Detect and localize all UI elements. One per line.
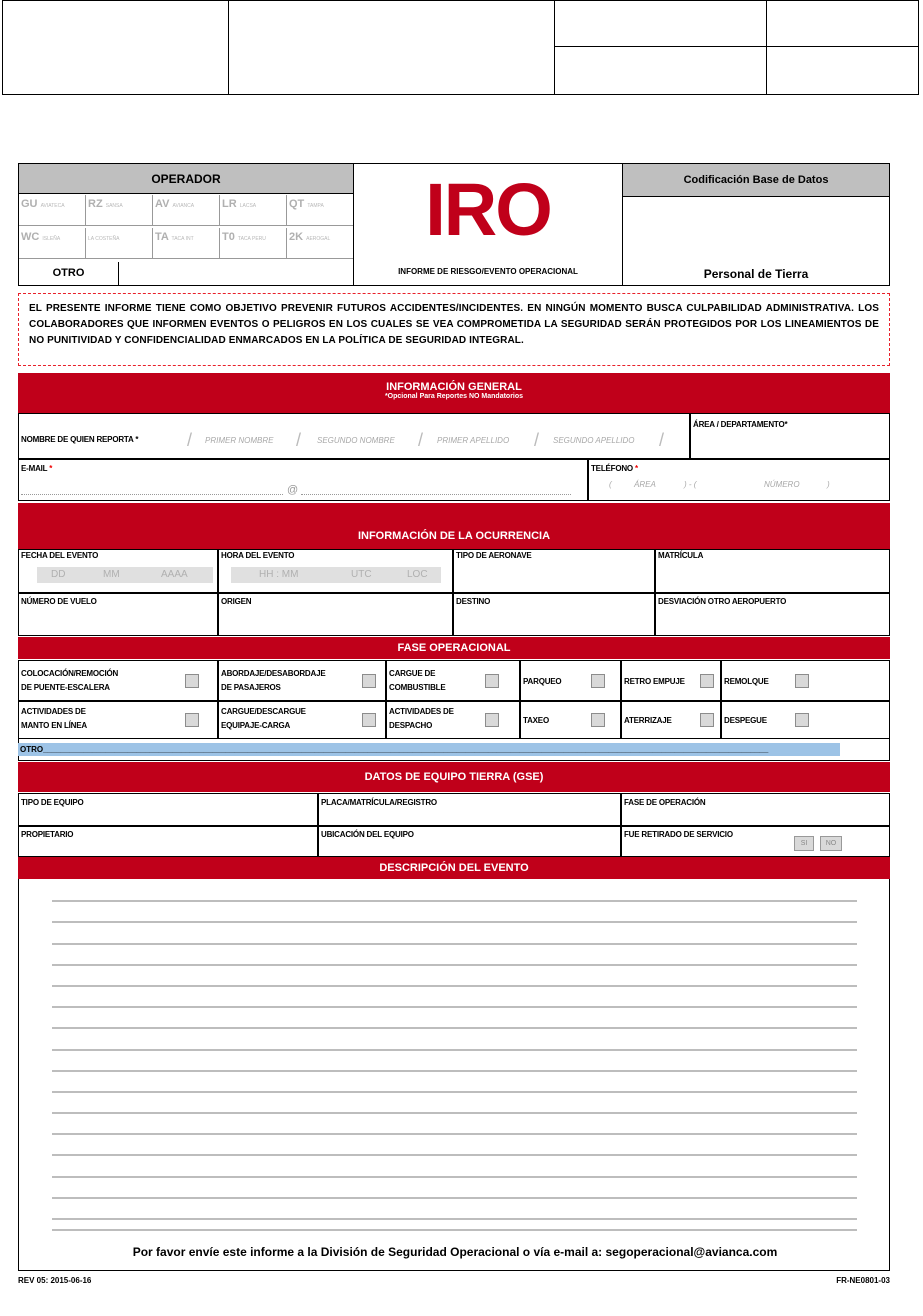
location-label: UBICACIÓN DEL EQUIPO: [321, 830, 414, 839]
occurrence-header: [18, 503, 890, 549]
description-area[interactable]: [18, 879, 890, 1271]
coding-footer: Personal de Tierra: [703, 267, 809, 281]
iro-logo-block: [354, 163, 622, 286]
phase-checkbox[interactable]: [795, 713, 809, 727]
operator-option[interactable]: QT TAMPA: [287, 195, 353, 226]
reporter-name-field[interactable]: NOMBRE DE QUIEN REPORTA * / PRIMER NOMBRE / SEGUNDO NOMBRE / PRIMER APELLIDO / SEGUNDO APELLIDO /: [18, 413, 690, 459]
general-info-title: INFORMACIÓN GENERAL: [386, 381, 522, 393]
description-header: DESCRIPCIÓN DEL EVENTO: [18, 857, 890, 879]
gse-header: DATOS DE EQUIPO TIERRA (GSE): [18, 762, 890, 792]
retired-yes-option[interactable]: SI: [794, 836, 814, 851]
email-at: @: [287, 484, 299, 496]
operator-option[interactable]: 2K AEROGAL: [287, 228, 353, 259]
phase-checkbox[interactable]: [591, 674, 605, 688]
phase-checkbox[interactable]: [700, 713, 714, 727]
phase-checkbox[interactable]: [591, 713, 605, 727]
email-field[interactable]: E-MAIL * @: [18, 459, 588, 501]
phase-other-input[interactable]: OTRO___________________________________________________________________________________________________________________________________________________________________: [18, 743, 840, 756]
phase-option[interactable]: ABORDAJE/DESABORDAJE DE PASAJEROS: [218, 660, 386, 701]
diversion-field[interactable]: [655, 593, 890, 636]
phase-option[interactable]: CARGUE DE COMBUSTIBLE: [386, 660, 520, 701]
plate-label: PLACA/MATRÍCULA/REGISTRO: [321, 798, 437, 807]
phase-checkbox[interactable]: [795, 674, 809, 688]
phase-checkbox[interactable]: [485, 674, 499, 688]
operator-option[interactable]: RZ SANSA: [86, 195, 153, 226]
phase-checkbox[interactable]: [185, 674, 199, 688]
operator-option[interactable]: T0 TACA PERU: [220, 228, 287, 259]
email-label: E-MAIL: [21, 464, 48, 473]
iro-logo: IRO: [425, 168, 551, 251]
phase-checkbox[interactable]: [362, 713, 376, 727]
reporter-label: NOMBRE DE QUIEN REPORTA: [21, 435, 134, 444]
phase-checkbox[interactable]: [700, 674, 714, 688]
occurrence-title: INFORMACIÓN DE LA OCURRENCIA: [357, 530, 551, 542]
operator-other-input[interactable]: [120, 262, 353, 285]
retired-label: FUE RETIRADO DE SERVICIO: [624, 830, 733, 839]
form-code: FR-NE0801-03: [836, 1276, 890, 1285]
operator-option[interactable]: TA TACA INT: [153, 228, 220, 259]
coding-block: [622, 163, 890, 286]
phone-number-placeholder: NÚMERO: [764, 480, 800, 489]
operator-title: OPERADOR: [19, 164, 353, 194]
header-cell-title: [229, 1, 555, 94]
aircraft-type-field[interactable]: [453, 549, 655, 593]
first-name-placeholder: PRIMER NOMBRE: [205, 436, 274, 445]
plate-field[interactable]: [318, 793, 621, 826]
origin-field[interactable]: [218, 593, 453, 636]
date-input[interactable]: DD MM AAAA: [37, 567, 213, 583]
phase-option[interactable]: CARGUE/DESCARGUE EQUIPAJE-CARGA: [218, 701, 386, 739]
operator-option[interactable]: WC ISLEÑA: [19, 228, 86, 259]
equipment-type-label: TIPO DE EQUIPO: [21, 798, 84, 807]
destination-field[interactable]: [453, 593, 655, 636]
phase-checkbox[interactable]: [185, 713, 199, 727]
first-surname-placeholder: PRIMER APELLIDO: [437, 436, 510, 445]
coding-title: Codificación Base de Datos: [623, 164, 889, 197]
confidentiality-notice: EL PRESENTE INFORME TIENE COMO OBJETIVO PREVENIR FUTUROS ACCIDENTES/INCIDENTES. EN NINGÚN MOMENTO BUSCA CULPABILIDAD ADMINISTRATIVA. LOS COLABORADORES QUE INFORMEN EVENTOS O PELIGROS EN LOS CUALES SE VEA COMPROMETIDA LA SEGURIDAD SERÁN PROTEGIDOS POR LOS LINEAMIENTOS DE NO PUNITIVIDAD Y CONFIDENCIALIDAD ENMARCADOS EN LA POLÍTICA DE SEGURIDAD INTEGRAL.: [18, 293, 890, 366]
retired-no-option[interactable]: NO: [820, 836, 842, 851]
send-instructions: Por favor envíe este informe a la División de Seguridad Operacional o vía e-mail a: segoperacional@avianca.com: [132, 1245, 778, 1259]
revision-label: REV 05: 2015-06-16: [18, 1276, 92, 1285]
area-label: ÁREA / DEPARTAMENTO*: [693, 420, 788, 429]
header-cell-code-value: [767, 1, 918, 47]
retired-field: [621, 826, 890, 857]
aircraft-type-label: TIPO DE AERONAVE: [456, 551, 532, 560]
operator-block: [18, 163, 354, 286]
phone-label: TELÉFONO: [591, 464, 633, 473]
second-name-placeholder: SEGUNDO NOMBRE: [317, 436, 395, 445]
flight-number-field[interactable]: [18, 593, 218, 636]
second-surname-placeholder: SEGUNDO APELLIDO: [553, 436, 635, 445]
location-field[interactable]: [318, 826, 621, 857]
phone-field[interactable]: TELÉFONO * ( ÁREA ) - ( NÚMERO ): [588, 459, 890, 501]
owner-field[interactable]: [18, 826, 318, 857]
origin-label: ORIGEN: [221, 597, 252, 606]
general-info-subtitle: *Opcional Para Reportes NO Mandatorios: [384, 393, 524, 400]
phase-option[interactable]: ACTIVIDADES DE MANTO EN LÍNEA: [18, 701, 218, 739]
operator-other-label: OTRO: [19, 262, 119, 285]
time-input[interactable]: HH : MM UTC LOC: [231, 567, 441, 583]
loc-option[interactable]: LOC: [407, 569, 428, 580]
header-cell-version-value: [767, 47, 918, 94]
header-cell-logo: [3, 1, 229, 94]
destination-label: DESTINO: [456, 597, 491, 606]
phase-option[interactable]: REMOLQUE: [721, 660, 890, 701]
operator-option[interactable]: GU AVIATECA: [19, 195, 86, 226]
operator-option[interactable]: AV AVIANCA: [153, 195, 220, 226]
header-cell-version-label: [555, 47, 767, 94]
registration-field[interactable]: [655, 549, 890, 593]
owner-label: PROPIETARIO: [21, 830, 74, 839]
phase-option[interactable]: PARQUEO: [520, 660, 621, 701]
area-field[interactable]: [690, 413, 890, 459]
phase-header: FASE OPERACIONAL: [18, 637, 890, 659]
event-date-field[interactable]: [18, 549, 218, 593]
flight-number-label: NÚMERO DE VUELO: [21, 597, 97, 606]
diversion-label: DESVIACIÓN OTRO AEROPUERTO: [658, 597, 787, 606]
document-header-table: [2, 0, 919, 95]
equipment-type-field[interactable]: [18, 793, 318, 826]
phase-option[interactable]: DESPEGUE: [721, 701, 890, 739]
phase-option[interactable]: TAXEO: [520, 701, 621, 739]
phase-option[interactable]: ACTIVIDADES DE DESPACHO: [386, 701, 520, 739]
general-info-header: [18, 373, 890, 413]
phase-checkbox[interactable]: [485, 713, 499, 727]
event-time-field[interactable]: [218, 549, 453, 593]
utc-option[interactable]: UTC: [351, 569, 372, 580]
operation-phase-label: FASE DE OPERACIÓN: [624, 798, 706, 807]
registration-label: MATRÍCULA: [658, 551, 704, 560]
event-time-label: HORA DEL EVENTO: [221, 551, 295, 560]
operator-option[interactable]: LR LACSA: [220, 195, 287, 226]
operation-phase-field[interactable]: [621, 793, 890, 826]
phase-option[interactable]: RETRO EMPUJE: [621, 660, 721, 701]
iro-subtitle: INFORME DE RIESGO/EVENTO OPERACIONAL: [398, 267, 578, 276]
phase-option[interactable]: COLOCACIÓN/REMOCIÓN DE PUENTE-ESCALERA: [18, 660, 218, 701]
header-cell-code-label: [555, 1, 767, 47]
operator-option[interactable]: LA COSTEÑA: [86, 228, 153, 259]
phase-option[interactable]: ATERRIZAJE: [621, 701, 721, 739]
phase-checkbox[interactable]: [362, 674, 376, 688]
phone-area-placeholder: ÁREA: [634, 480, 656, 489]
event-date-label: FECHA DEL EVENTO: [21, 551, 99, 560]
